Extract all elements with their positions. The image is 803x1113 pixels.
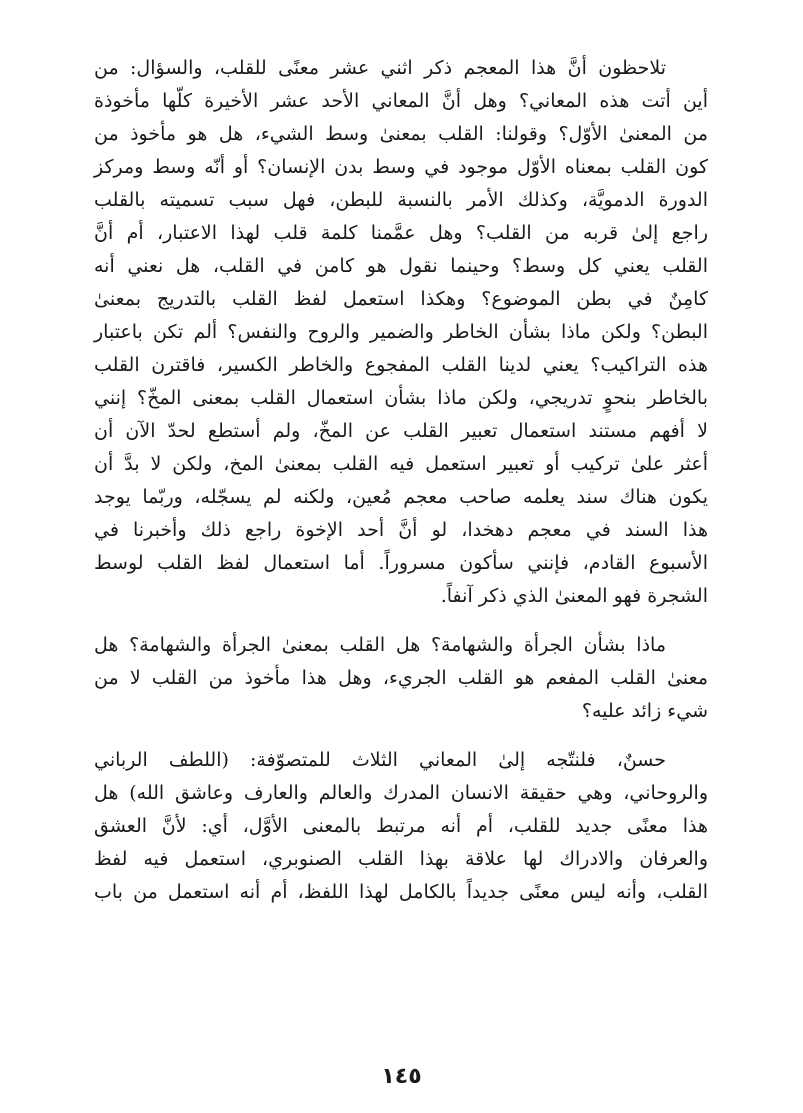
- text-line: يكون هناك سند يعلمه صاحب معجم مُعين، ولكنه لم يسجّله، وربّما يوجد: [94, 486, 708, 508]
- text-line: أعثر علىٰ تركيب أو تعبير استعمل فيه القلب بمعنىٰ المخ، ولكن لا بدَّ أن: [94, 453, 708, 475]
- paragraph-1: [94, 52, 708, 613]
- text-line: البطن؟ ولكن ماذا بشأن الخاطر والضمير والروح والنفس؟ ألم تكن باعتبار: [94, 321, 708, 343]
- text-line: والروحاني، وهي حقيقة الانسان المدرك والعالم والعارف وعاشق الله) هل: [94, 782, 708, 804]
- text-line: تلاحظون أنَّ هذا المعجم ذكر اثني عشر معنًى للقلب، والسؤال: من: [94, 57, 666, 79]
- text-line: راجع إلىٰ قربه من القلب؟ وهل عمَّمنا كلمة قلب لهذا الاعتبار، أم أنَّ: [94, 222, 708, 244]
- text-line: الشجرة فهو المعنىٰ الذي ذكر آنفاً.: [440, 585, 708, 607]
- paragraph-2: [94, 629, 708, 728]
- text-line: كون القلب بمعناه الأوّل موجود في وسط بدن الإنسان؟ أو أنّه وسط ومركز: [94, 156, 708, 178]
- text-line: الأسبوع القادم، فإنني سأكون مسروراً. أما استعمال لفظ القلب لوسط: [94, 552, 708, 574]
- text-line: بالخاطر بنحوٍ تدريجي، ولكن ماذا بشأن استعمال القلب بمعنى المخّ؟ إنني: [94, 387, 708, 409]
- text-line: شيء زائد عليه؟: [581, 700, 708, 722]
- text-line: أين أتت هذه المعاني؟ وهل أنَّ المعاني الأحد عشر الأخيرة كلّها مأخوذة: [94, 90, 708, 112]
- text-line: الدورة الدمويَّة، وكذلك الأمر بالنسبة للبطن، فهل سبب تسميته بالقلب: [94, 189, 708, 211]
- page-body: [94, 52, 708, 925]
- text-line: والعرفان والادراك لها علاقة بهذا القلب الصنوبري، استعمل فيه لفظ: [94, 848, 708, 870]
- text-line: معنىٰ القلب المفعم هو القلب الجريء، وهل هذا مأخوذ من القلب لا من: [94, 667, 708, 689]
- paragraph-3: [94, 744, 708, 909]
- text-line: ماذا بشأن الجرأة والشهامة؟ هل القلب بمعنىٰ الجرأة والشهامة؟ هل: [94, 634, 666, 656]
- text-line: القلب يعني كل وسط؟ وحينما نقول هو كامن في القلب، هل نعني أنه: [94, 255, 708, 277]
- page-number: ١٤٥: [381, 1064, 422, 1089]
- text-line: كامِنٌ في بطن الموضوع؟ وهكذا استعمل لفظ القلب بالتدريج بمعنىٰ: [94, 288, 708, 310]
- text-line: هذا معنًى جديد للقلب، أم أنه مرتبط بالمعنى الأوَّل، أي: لأنَّ العشق: [94, 815, 708, 837]
- text-line: هذه التراكيب؟ يعني لدينا القلب المفجوع والخاطر الكسير، فاقترن القلب: [94, 354, 708, 376]
- text-line: من المعنىٰ الأوّل؟ وقولنا: القلب بمعنىٰ وسط الشيء، هل هو مأخوذ من: [94, 123, 708, 145]
- text-line: هذا السند في معجم دهخدا، لو أنَّ أحد الإخوة راجع ذلك وأخبرنا في: [94, 519, 708, 541]
- text-line: لا أفهم مستند استعمال تعبير القلب عن المخّ، ولم أستطع لحدّ الآن أن: [94, 420, 708, 442]
- text-line: حسنٌ، فلنتّجه إلىٰ المعاني الثلاث للمتصوّفة: (اللطف الرباني: [94, 749, 666, 771]
- text-line: القلب، وأنه ليس معنًى جديداً بالكامل لهذا اللفظ، أم أنه استعمل من باب: [94, 881, 708, 903]
